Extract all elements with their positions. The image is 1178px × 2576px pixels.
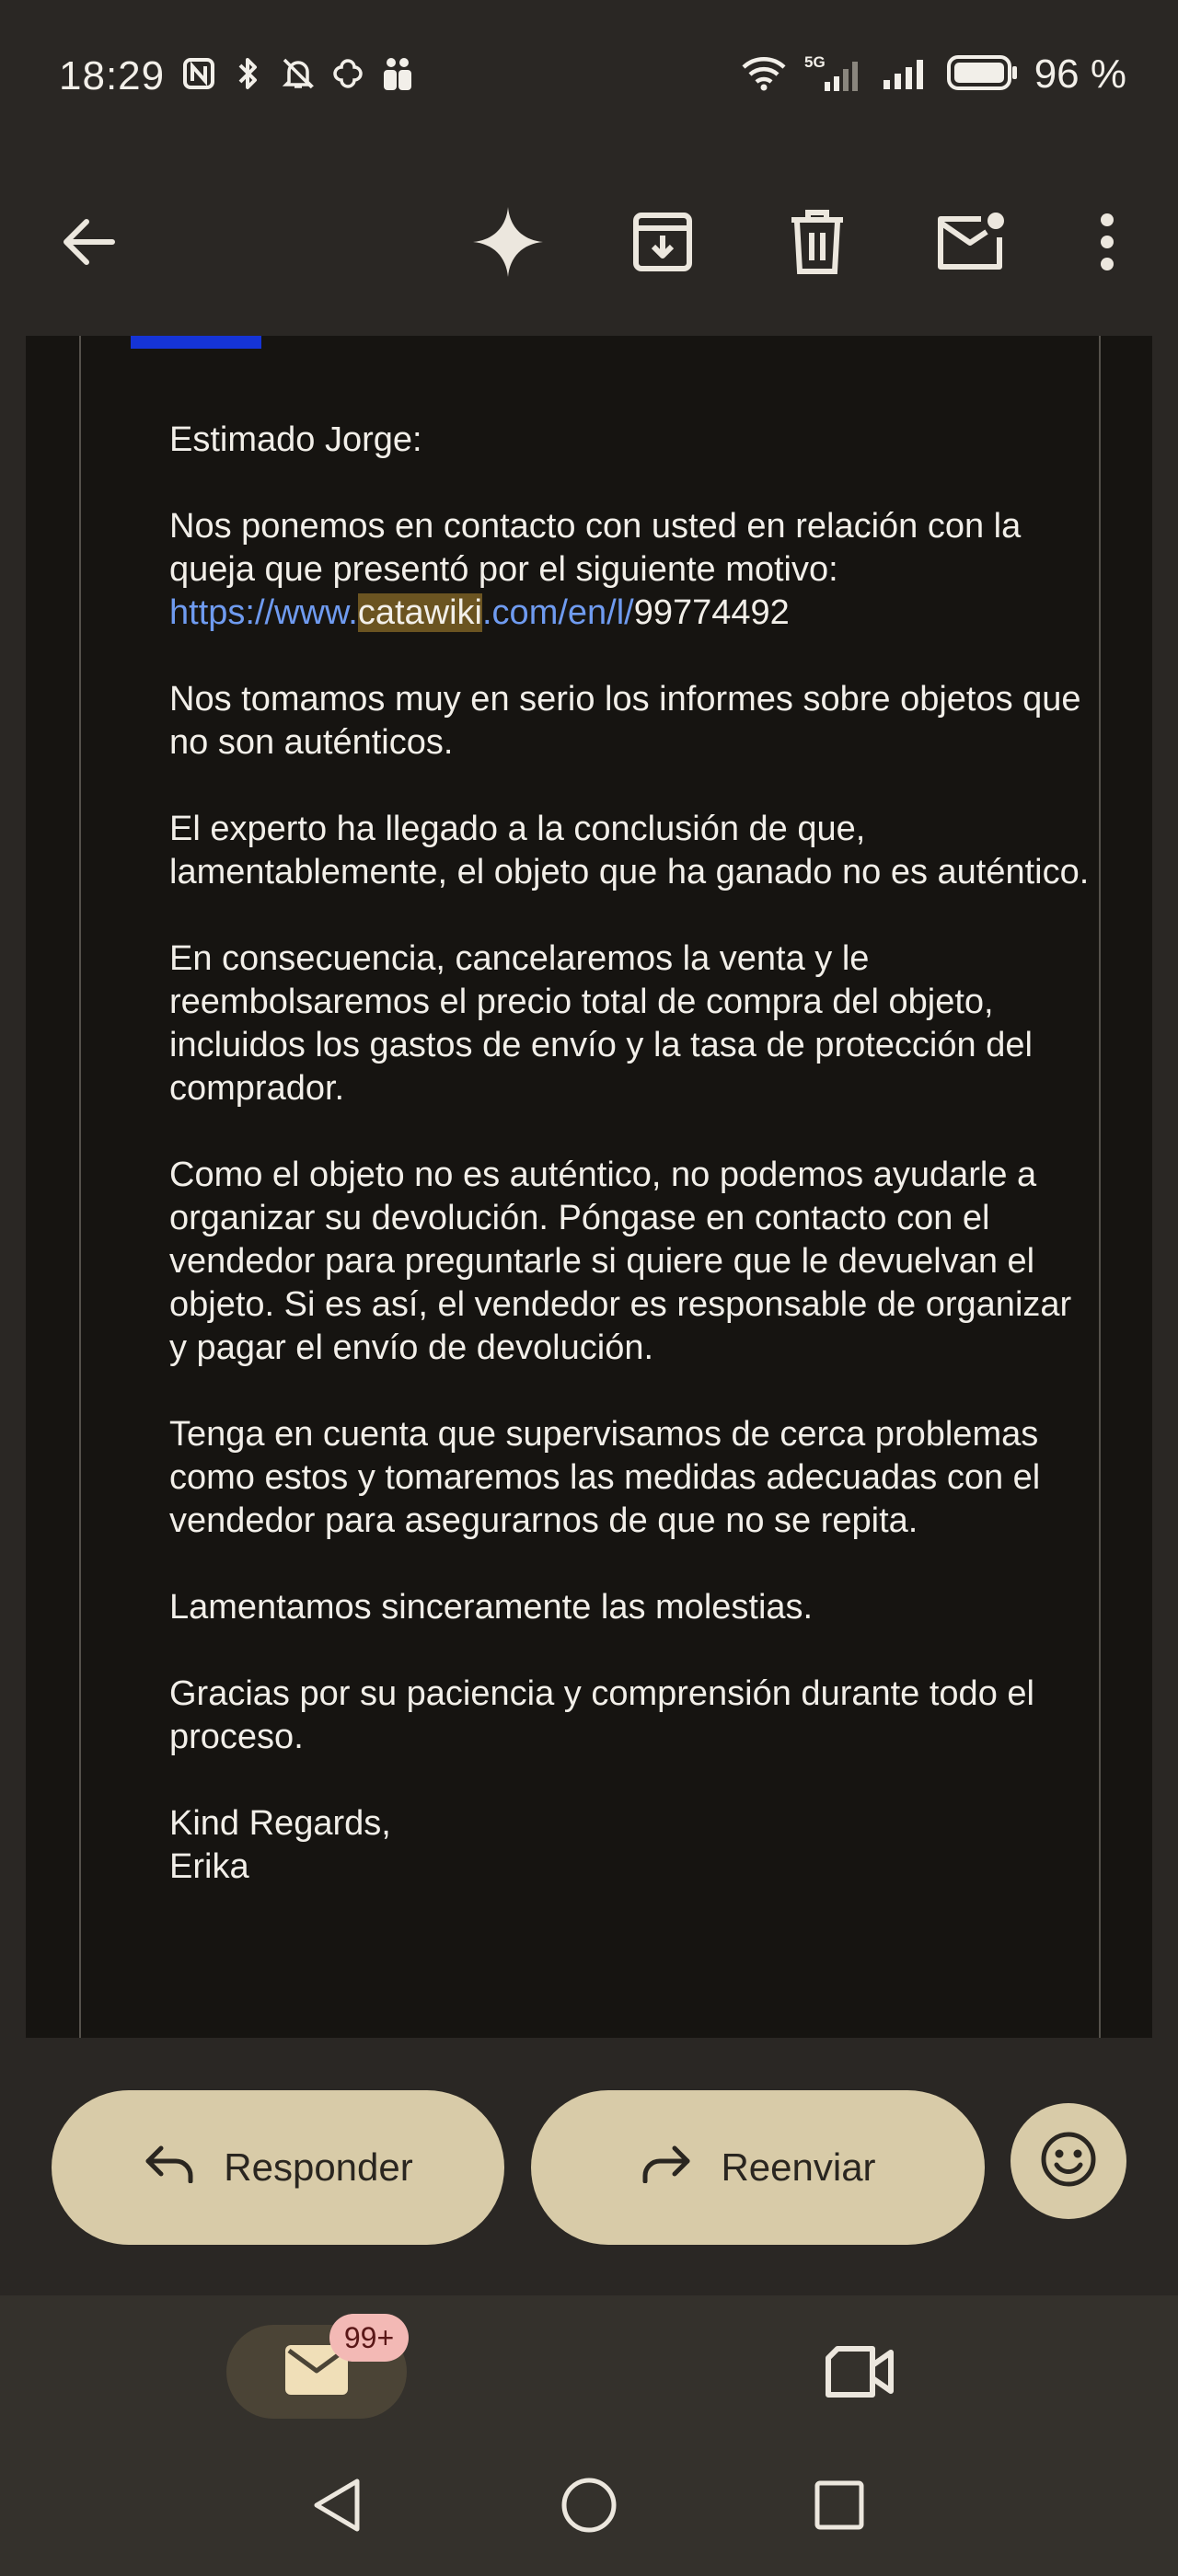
smiley-icon (1039, 2130, 1098, 2193)
email-paragraph-8: Gracias por su paciencia y comprensión durante todo el proceso. (169, 1674, 1034, 1756)
nfc-icon (180, 55, 217, 92)
forward-icon (640, 2143, 693, 2192)
email-paragraph-4: En consecuencia, cancelaremos la venta y le reembolsaremos el precio total de compra del objeto, incluidos los gastos de envío y la tasa de protección del comprador. (169, 939, 1033, 1108)
triangle-back-icon (309, 2476, 364, 2539)
status-bar (0, 0, 1178, 156)
battery-icon (946, 53, 1020, 97)
email-paragraph-2: Nos tomamos muy en serio los informes sobre objetos que no son auténticos. (169, 680, 1081, 762)
more-options-button[interactable] (1057, 193, 1158, 294)
accessibility-icon (379, 55, 416, 92)
system-navigation-bar (0, 2452, 1178, 2576)
circle-home-icon (560, 2476, 618, 2539)
top-app-bar (0, 156, 1178, 336)
gemini-sparkle-icon (471, 205, 545, 283)
email-paragraph-6: Tenga en cuenta que supervisamos de cerca problemas como estos y tomaremos las medidas adecuadas con el vendedor para asegurarnos de que no se repita. (169, 1415, 1041, 1540)
bottom-navigation (0, 2295, 1178, 2452)
archive-button[interactable] (612, 193, 713, 294)
email-paragraph-complaint (169, 505, 1090, 635)
flower-app-icon (329, 55, 366, 92)
square-recents-icon (812, 2478, 867, 2537)
forward-label: Reenviar (721, 2145, 876, 2189)
email-message-text (169, 419, 1090, 1889)
status-time: 18:29 (59, 53, 166, 98)
status-system-icons (740, 52, 1126, 98)
link-suffix: .com/en/l/ (482, 593, 634, 632)
email-signature: Erika (169, 1847, 249, 1886)
email-greeting: Estimado Jorge: (169, 420, 422, 459)
back-button[interactable] (37, 193, 138, 294)
email-closing: Kind Regards, (169, 1804, 391, 1843)
nav-meet-tab[interactable] (810, 2332, 911, 2415)
system-home-button[interactable] (543, 2461, 635, 2553)
delete-button[interactable] (767, 193, 868, 294)
email-signature-block (169, 1802, 1090, 1889)
message-actions (0, 2038, 1178, 2295)
link-prefix: https://www. (169, 593, 358, 632)
reply-icon (143, 2143, 196, 2192)
more-vert-icon (1098, 213, 1116, 276)
delete-icon (788, 209, 847, 280)
system-recents-button[interactable] (793, 2461, 885, 2553)
video-camera-icon (825, 2345, 896, 2403)
gemini-button[interactable] (457, 193, 559, 294)
email-body-frame (26, 336, 1152, 2038)
battery-percent: 96 % (1034, 52, 1126, 97)
mark-unread-button[interactable] (921, 193, 1022, 294)
email-paragraph-5: Como el objeto no es auténtico, no podemos ayudarle a organizar su devolución. Póngase en contacto con el vendedor para preguntarle si quiere que le devuelvan el objeto. Si es así, el vendedor es responsable de organizar y pagar el envío de devolución. (169, 1156, 1072, 1367)
emoji-reaction-button[interactable] (1011, 2103, 1126, 2219)
link-highlight: catawiki (357, 593, 482, 632)
email-paragraph-3: El experto ha llegado a la conclusión de que, lamentablemente, el objeto que ha ganado no es auténtico. (169, 810, 1090, 891)
reply-button[interactable] (52, 2090, 504, 2245)
email-message-card (79, 336, 1101, 2038)
listing-id: 99774492 (633, 593, 790, 632)
network-type-label: 5G (803, 52, 826, 71)
signal-5g-icon (803, 52, 867, 98)
forward-button[interactable] (531, 2090, 985, 2245)
complaint-text: Nos ponemos en contacto con usted en relación con la queja que presentó por el siguiente motivo: (169, 507, 1022, 589)
reply-label: Responder (224, 2145, 413, 2189)
mark-unread-icon (935, 210, 1009, 279)
wifi-icon (740, 54, 788, 96)
status-notification-icons (180, 55, 416, 92)
unread-count-badge: 99+ (329, 2314, 409, 2362)
cell-signal-icon (882, 54, 931, 96)
header-accent-bar (131, 336, 261, 349)
system-back-button[interactable] (291, 2461, 383, 2553)
listing-link[interactable] (169, 593, 634, 632)
bluetooth-icon (230, 55, 267, 92)
mute-bell-icon (280, 55, 317, 92)
archive-icon (630, 210, 695, 279)
back-arrow-icon (59, 217, 116, 271)
email-paragraph-7: Lamentamos sinceramente las molestias. (169, 1588, 814, 1627)
